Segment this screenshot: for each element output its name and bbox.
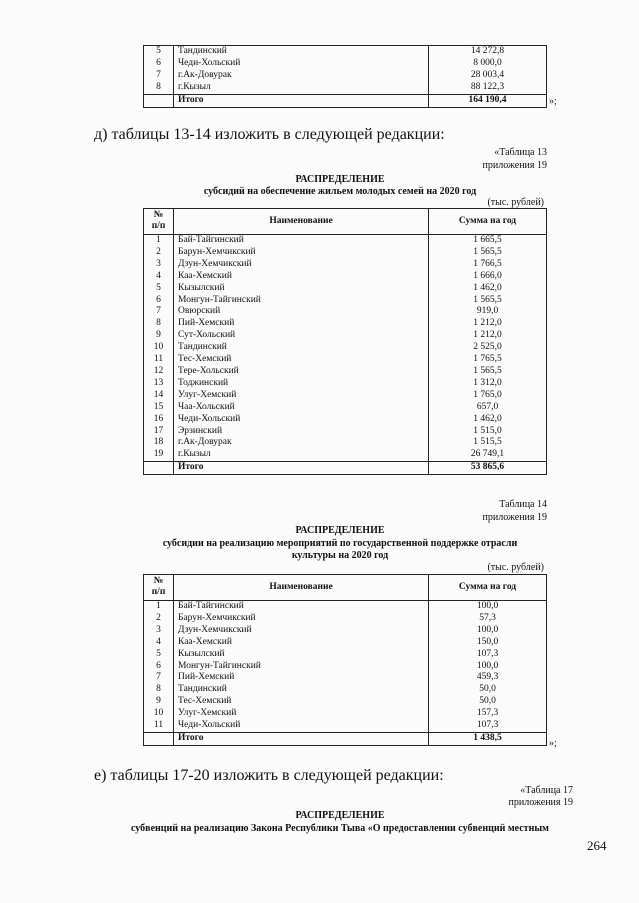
- row-number: 19: [144, 449, 174, 461]
- table-row: [144, 330, 547, 342]
- t17-title: РАСПРЕДЕЛЕНИЕ: [295, 810, 385, 821]
- row-number: 5: [144, 649, 174, 661]
- row-number: 7: [144, 70, 174, 82]
- row-number: 10: [144, 342, 174, 354]
- row-name: Овюрский: [174, 306, 429, 318]
- table-row: [144, 708, 547, 720]
- row-number: 11: [144, 720, 174, 732]
- row-name: Тоджинский: [174, 378, 429, 390]
- row-number: 6: [144, 661, 174, 673]
- row-name: Чеди-Хольский: [174, 720, 429, 732]
- table-row: [144, 613, 547, 625]
- t14-ref-table: Таблица 14: [499, 499, 547, 510]
- instruction-d: д) таблицы 13-14 изложить в следующей редакции:: [94, 126, 445, 143]
- total-sum: 164 190,4: [429, 94, 547, 107]
- row-sum: 50,0: [429, 684, 547, 696]
- row-name: Монгун-Тайгинский: [174, 295, 429, 307]
- t17-ref-appendix: приложения 19: [508, 797, 573, 808]
- row-sum: 107,3: [429, 720, 547, 732]
- row-name: Тес-Хемский: [174, 354, 429, 366]
- row-number: 6: [144, 58, 174, 70]
- table-row: [144, 82, 547, 94]
- row-name: Чаа-Хольский: [174, 402, 429, 414]
- row-number: 6: [144, 295, 174, 307]
- table-row: [144, 661, 547, 673]
- row-sum: 1 462,0: [429, 414, 547, 426]
- row-number: 9: [144, 696, 174, 708]
- row-sum: 459,3: [429, 672, 547, 684]
- t13-units: (тыс. рублей): [487, 197, 544, 208]
- table-row: [144, 637, 547, 649]
- row-name: Тере-Хольский: [174, 366, 429, 378]
- row-number: 4: [144, 271, 174, 283]
- row-name: Тандинский: [174, 342, 429, 354]
- row-sum: 1 766,5: [429, 259, 547, 271]
- t13-ref-table: «Таблица 13: [494, 147, 547, 158]
- row-name: Каа-Хемский: [174, 271, 429, 283]
- table-row: [144, 342, 547, 354]
- table-total-row: [144, 462, 547, 475]
- row-number: 14: [144, 390, 174, 402]
- row-name: Барун-Хемчикский: [174, 613, 429, 625]
- table-row: [144, 720, 547, 732]
- table-14: [143, 574, 547, 746]
- row-name: Монгун-Тайгинский: [174, 661, 429, 673]
- row-number: 17: [144, 426, 174, 438]
- row-sum: 1 515,0: [429, 426, 547, 438]
- t14-header-name: Наименование: [174, 575, 429, 601]
- row-number: 8: [144, 82, 174, 94]
- table-row: [144, 672, 547, 684]
- row-sum: 28 003,4: [429, 70, 547, 82]
- table-row: [144, 366, 547, 378]
- table-row: [144, 649, 547, 661]
- row-number: 11: [144, 354, 174, 366]
- row-number: 4: [144, 637, 174, 649]
- t14-title: РАСПРЕДЕЛЕНИЕ: [295, 525, 385, 536]
- row-number: 5: [144, 283, 174, 295]
- row-sum: 88 122,3: [429, 82, 547, 94]
- t17-ref-table: «Таблица 17: [520, 785, 573, 796]
- total-sum: 53 865,6: [429, 462, 547, 475]
- table-row: [144, 378, 547, 390]
- row-name: Тандинский: [174, 684, 429, 696]
- table-row: [144, 625, 547, 637]
- row-number: 1: [144, 235, 174, 247]
- row-sum: 1 515,5: [429, 437, 547, 449]
- table-13: [143, 208, 547, 475]
- table-total-row: [144, 732, 547, 745]
- row-number: 3: [144, 625, 174, 637]
- t13-title: РАСПРЕДЕЛЕНИЕ: [295, 174, 385, 185]
- row-name: Тандинский: [174, 46, 429, 58]
- total-number-cell: [144, 462, 174, 475]
- row-number: 16: [144, 414, 174, 426]
- row-name: Тес-Хемский: [174, 696, 429, 708]
- row-sum: 1 565,5: [429, 247, 547, 259]
- row-sum: 100,0: [429, 661, 547, 673]
- row-number: 7: [144, 306, 174, 318]
- row-sum: 14 272,8: [429, 46, 547, 58]
- row-name: Каа-Хемский: [174, 637, 429, 649]
- table-row: [144, 318, 547, 330]
- row-number: 10: [144, 708, 174, 720]
- row-name: Сут-Хольский: [174, 330, 429, 342]
- row-sum: 1 212,0: [429, 330, 547, 342]
- table-row: [144, 306, 547, 318]
- row-sum: 8 000,0: [429, 58, 547, 70]
- table-row: [144, 684, 547, 696]
- table-row: [144, 283, 547, 295]
- t13-header-num: № п/п: [144, 209, 174, 235]
- table-row: [144, 295, 547, 307]
- t13-subtitle: субсидий на обеспечение жильем молодых семей на 2020 год: [203, 186, 477, 197]
- row-sum: 50,0: [429, 696, 547, 708]
- table-14-trail: »;: [549, 738, 557, 749]
- row-name: Бай-Тайгинский: [174, 601, 429, 613]
- total-sum: 1 438,5: [429, 732, 547, 745]
- row-number: 15: [144, 402, 174, 414]
- row-name: Кызылский: [174, 283, 429, 295]
- total-label: Итого: [174, 94, 429, 107]
- table-row: [144, 426, 547, 438]
- table-row: [144, 235, 547, 247]
- table-row: [144, 696, 547, 708]
- t14-header-num: № п/п: [144, 575, 174, 601]
- row-number: 7: [144, 672, 174, 684]
- table-top: [143, 45, 547, 108]
- row-sum: 1 312,0: [429, 378, 547, 390]
- row-sum: 26 749,1: [429, 449, 547, 461]
- table-row: [144, 414, 547, 426]
- row-sum: 1 666,0: [429, 271, 547, 283]
- row-name: Дзун-Хемчикский: [174, 259, 429, 271]
- row-sum: 100,0: [429, 625, 547, 637]
- row-name: г.Ак-Довурак: [174, 437, 429, 449]
- row-number: 13: [144, 378, 174, 390]
- total-number-cell: [144, 732, 174, 745]
- row-name: г.Ак-Довурак: [174, 70, 429, 82]
- row-number: 1: [144, 601, 174, 613]
- row-number: 3: [144, 259, 174, 271]
- instruction-e: е) таблицы 17-20 изложить в следующей редакции:: [94, 767, 444, 784]
- table-total-row: [144, 94, 547, 107]
- row-number: 12: [144, 366, 174, 378]
- table-top-trail: »;: [549, 96, 557, 107]
- row-sum: 657,0: [429, 402, 547, 414]
- table-row: [144, 271, 547, 283]
- row-sum: 919,0: [429, 306, 547, 318]
- table-row: [144, 58, 547, 70]
- table-row: [144, 259, 547, 271]
- t13-header-sum: Сумма на год: [429, 209, 547, 235]
- row-sum: 150,0: [429, 637, 547, 649]
- t14-subtitle-line2: культуры на 2020 год: [291, 550, 389, 561]
- row-name: Чеди-Хольский: [174, 58, 429, 70]
- row-name: Кызылский: [174, 649, 429, 661]
- row-name: Пий-Хемский: [174, 672, 429, 684]
- row-name: г.Кызыл: [174, 82, 429, 94]
- row-name: Бай-Тайгинский: [174, 235, 429, 247]
- row-number: 9: [144, 330, 174, 342]
- row-number: 2: [144, 247, 174, 259]
- row-sum: 2 525,0: [429, 342, 547, 354]
- row-name: Улуг-Хемский: [174, 390, 429, 402]
- table-row: [144, 449, 547, 461]
- row-sum: 1 565,5: [429, 366, 547, 378]
- row-sum: 1 765,5: [429, 354, 547, 366]
- row-name: Эрзинский: [174, 426, 429, 438]
- page-number: 264: [587, 838, 607, 853]
- total-number-cell: [144, 94, 174, 107]
- table-row: [144, 354, 547, 366]
- table-row: [144, 46, 547, 58]
- row-sum: 100,0: [429, 601, 547, 613]
- table-row: [144, 402, 547, 414]
- table-row: [144, 437, 547, 449]
- table-row: [144, 247, 547, 259]
- row-sum: 1 462,0: [429, 283, 547, 295]
- row-number: 5: [144, 46, 174, 58]
- t13-ref-appendix: приложения 19: [482, 160, 547, 171]
- row-sum: 1 765,0: [429, 390, 547, 402]
- row-sum: 1 665,5: [429, 235, 547, 247]
- row-name: Улуг-Хемский: [174, 708, 429, 720]
- table-row: [144, 601, 547, 613]
- row-name: Пий-Хемский: [174, 318, 429, 330]
- row-number: 8: [144, 318, 174, 330]
- row-sum: 57,3: [429, 613, 547, 625]
- row-number: 8: [144, 684, 174, 696]
- row-name: Чеди-Хольский: [174, 414, 429, 426]
- row-number: 2: [144, 613, 174, 625]
- row-name: Дзун-Хемчикский: [174, 625, 429, 637]
- row-sum: 1 212,0: [429, 318, 547, 330]
- t14-ref-appendix: приложения 19: [482, 512, 547, 523]
- row-name: Барун-Хемчикский: [174, 247, 429, 259]
- table-row: [144, 70, 547, 82]
- t14-header-sum: Сумма на год: [429, 575, 547, 601]
- t14-subtitle-line1: субсидии на реализацию мероприятий по государственной поддержке отрасли: [162, 538, 518, 549]
- row-name: г.Кызыл: [174, 449, 429, 461]
- row-sum: 107,3: [429, 649, 547, 661]
- row-sum: 157,3: [429, 708, 547, 720]
- t13-header-name: Наименование: [174, 209, 429, 235]
- t17-subtitle: субвенций на реализацию Закона Республики Тыва «О предоставлении субвенций местным: [131, 823, 549, 834]
- total-label: Итого: [174, 732, 429, 745]
- total-label: Итого: [174, 462, 429, 475]
- table-row: [144, 390, 547, 402]
- row-number: 18: [144, 437, 174, 449]
- row-sum: 1 565,5: [429, 295, 547, 307]
- t14-units: (тыс. рублей): [487, 562, 544, 573]
